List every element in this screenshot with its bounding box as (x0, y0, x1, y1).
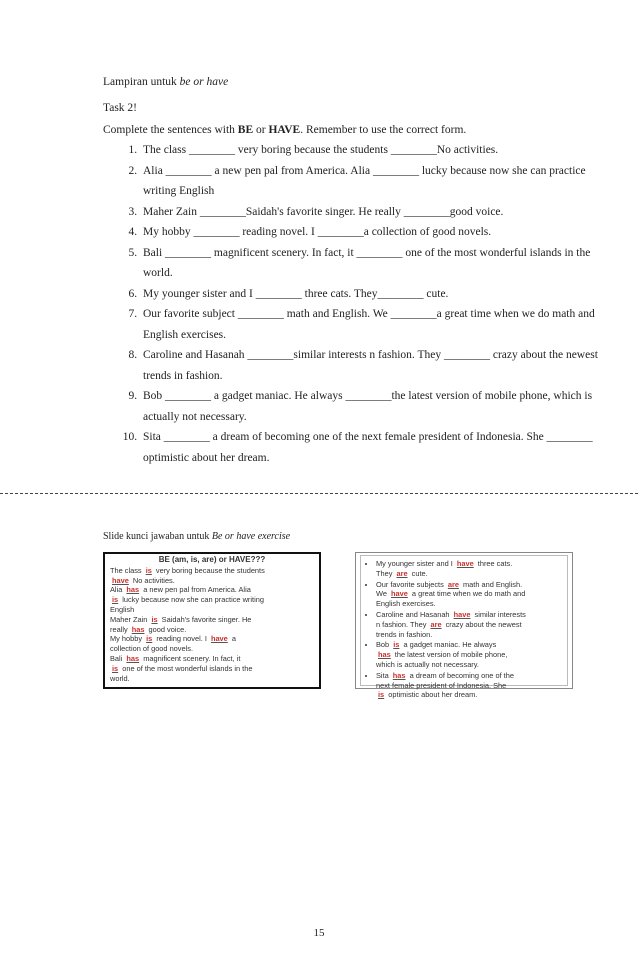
answer: have (112, 575, 129, 585)
slide-line (110, 585, 314, 595)
text: Saidah's favorite singer. He (159, 614, 252, 624)
exercise-item: 8. Caroline and Hasanah ________similar interests n fashion. They ________ crazy about the newest trends in fashion. (140, 345, 600, 386)
page-number: 15 (313, 927, 325, 939)
slide-line (110, 566, 314, 576)
text: similar interests (472, 609, 526, 619)
instruction-or: or (253, 124, 269, 136)
text: They (376, 568, 395, 578)
text: a dream of becoming one of the (407, 670, 514, 680)
text: trends in fashion. (376, 629, 433, 639)
answer: is (145, 565, 152, 575)
text: Bali (110, 653, 125, 663)
answer: have (391, 589, 408, 599)
bullet-item (376, 580, 561, 609)
appendix-heading (103, 76, 228, 88)
exercise-item: 5. Bali ________ magnificent scenery. In fact, it ________ one of the most wonderful islands in the world. (140, 243, 600, 284)
text: crazy about the newest (443, 619, 522, 629)
answer: is (378, 690, 385, 700)
exercise-item: 7. Our favorite subject ________ math and English. We ________a great time when we do math and English exercises. (140, 304, 600, 345)
answer-key-prefix: Slide kunci jawaban untuk (103, 531, 212, 542)
text: Alia (110, 585, 125, 595)
answer: has (392, 670, 406, 680)
text: lucky because now she can practice writing (120, 595, 264, 605)
bullet-item (376, 559, 561, 579)
slide-line (110, 664, 314, 674)
answer-bullets (367, 559, 561, 700)
text: Sita (376, 670, 391, 680)
exercise-item: 2. Alia ________ a new pen pal from America. Alia ________ lucky because now she can practice writing English (140, 161, 600, 202)
text: a gadget maniac. He always (401, 640, 497, 650)
text: very boring because the students (153, 565, 265, 575)
slide-line (110, 654, 314, 664)
text: Caroline and Hasanah (376, 609, 452, 619)
text: No activities. (130, 575, 175, 585)
text: My younger sister and I (376, 559, 455, 568)
answer: has (378, 650, 391, 660)
text: We (376, 589, 390, 599)
text: a (229, 634, 236, 644)
slide-line: collection of good novels. (110, 644, 193, 654)
answer-key-heading (103, 531, 290, 542)
instruction-have: HAVE (268, 124, 301, 136)
appendix-heading-prefix: Lampiran untuk (103, 76, 180, 88)
exercise-item: 4. My hobby ________ reading novel. I ________a collection of good novels. (140, 222, 600, 243)
answer: have (453, 609, 471, 619)
text: n fashion. They (376, 619, 429, 629)
text: Maher Zain (110, 614, 150, 624)
answer-slide-2 (355, 552, 573, 700)
exercise-item: 9. Bob ________ a gadget maniac. He always ________the latest version of mobile phone, which is actually not necessary. (140, 386, 600, 427)
answer: is (112, 663, 119, 673)
text: good voice. (146, 624, 187, 634)
exercise-item: 1. The class ________ very boring because the students ________No activities. (140, 140, 600, 161)
text: one of the most wonderful islands in the (120, 663, 253, 673)
slide-line: English (110, 604, 135, 614)
answer: is (146, 634, 153, 644)
answer: are (430, 619, 442, 629)
exercise-item: 6. My younger sister and I ________ three cats. They________ cute. (140, 284, 600, 305)
exercise-list (103, 140, 600, 468)
appendix-heading-topic: be or have (179, 76, 229, 88)
exercise-item: 3. Maher Zain ________Saidah's favorite singer. He really ________good voice. (140, 202, 600, 223)
text: optimistic about her dream. (386, 690, 478, 700)
text: the latest version of mobile phone, (392, 650, 508, 660)
text: math and English. (460, 579, 523, 589)
instruction-part-a: Complete the sentences with (103, 124, 238, 136)
text: cute. (409, 568, 428, 578)
slide-line (110, 615, 314, 625)
text: a new pen pal from America. Alia (141, 585, 251, 595)
answer-slide-1 (103, 552, 321, 689)
bullet-item (376, 610, 561, 639)
text: English exercises. (376, 599, 436, 609)
dashed-divider (0, 493, 638, 494)
answer: are (396, 568, 408, 578)
answer: is (112, 595, 119, 605)
text: The class (110, 565, 144, 575)
bullet-item (376, 671, 561, 700)
answer: has (126, 653, 140, 663)
answer: have (456, 559, 474, 568)
text: Bob (376, 640, 392, 650)
text: which is actually not necessary. (376, 659, 479, 669)
text: My hobby (110, 634, 145, 644)
answer: have (210, 634, 228, 644)
text: reading novel. I (154, 634, 209, 644)
slide-2-inner (360, 555, 568, 700)
text: three cats. (475, 559, 513, 568)
answer: has (126, 585, 140, 595)
instruction-be: BE (237, 124, 254, 136)
slide-line: world. (110, 673, 130, 683)
answer: is (151, 614, 158, 624)
text: really (110, 624, 130, 634)
text: magnificent scenery. In fact, it (141, 653, 241, 663)
text: a great time when we do math and (409, 589, 526, 599)
slide-line (110, 595, 314, 605)
instruction-part-b: . Remember to use the correct form. (300, 124, 467, 136)
exercise-item: 10. Sita ________ a dream of becoming one of the next female president of Indonesia. She ________ optimistic about her dream. (140, 427, 600, 468)
bullet-item (376, 640, 561, 669)
slide-line (110, 625, 314, 635)
text: Our favorite subjects (376, 579, 446, 589)
slide-title: BE (am, is, are) or HAVE??? (158, 555, 266, 564)
answer: are (447, 579, 459, 589)
slide-line (110, 576, 314, 586)
answer-key-topic: Be or have exercise (211, 531, 291, 542)
text: next female president of Indonesia. She (376, 680, 507, 690)
answer: is (393, 640, 400, 650)
slide-line (110, 634, 314, 644)
instruction (103, 124, 466, 136)
answer: has (131, 624, 145, 634)
task-label: Task 2! (103, 102, 138, 114)
